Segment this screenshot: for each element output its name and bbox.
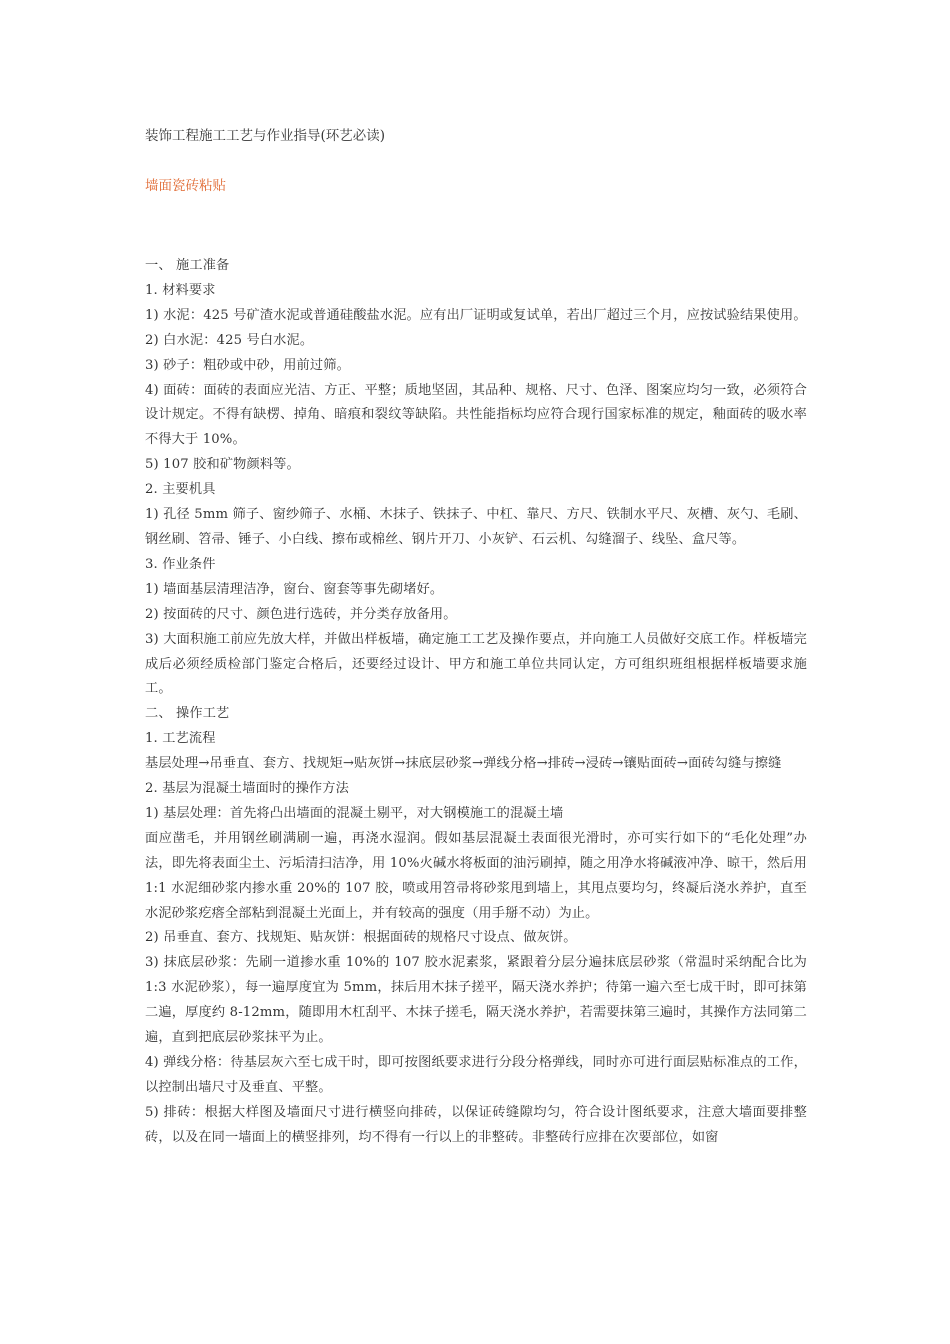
- paragraph: 3) 抹底层砂浆：先刷一道掺水重 10%的 107 胶水泥素浆，紧跟着分层分遍抹底层砂浆（常温时采纳配合比为 1:3 水泥砂浆），每一遍厚度宜为 5mm，抹后用木抹子搓平，隔天浇水养护；待第一遍六至七成干时，即可抹第二遍，厚度约 8-12mm，随即用木杠刮平、木抹子搓毛，隔天浇水养护，若需要抹第三遍时，其操作方法同第二遍，直到把底层砂浆抹平为止。: [145, 955, 807, 1046]
- paragraph: 2. 基层为混凝土墙面时的操作方法: [145, 781, 349, 797]
- paragraph: 二、 操作工艺: [145, 706, 230, 722]
- paragraph: 2) 吊垂直、套方、找规矩、贴灰饼：根据面砖的规格尺寸设点、做灰饼。: [145, 930, 577, 946]
- paragraph: 面应凿毛，并用钢丝刷满刷一遍，再浇水湿润。假如基层混凝土表面很光滑时，亦可实行如下的“毛化处理”办法，即先将表面尘土、污垢清扫洁净，用 10%火碱水将板面的油污刷掉，随之用净水将碱液冲净、晾干，然后用 1:1 水泥细砂浆内掺水重 20%的 107 胶，喷或用笤帚将砂浆甩到墙上，其甩点要均匀，终凝后浇水养护，直至水泥砂浆疙瘩全部粘到混凝土光面上，并有较高的强度（用手掰不动）为止。: [145, 830, 807, 921]
- paragraph: 1) 基层处理：首先将凸出墙面的混凝土剔平，对大钢模施工的混凝土墙: [145, 805, 564, 821]
- paragraph: 4) 面砖：面砖的表面应光洁、方正、平整；质地坚固，其品种、规格、尺寸、色泽、图案应均匀一致，必须符合设计规定。不得有缺楞、掉角、暗痕和裂纹等缺陷。共性能指标均应符合现行国家标准的规定，釉面砖的吸水率不得大于 10%。: [145, 382, 807, 448]
- document-title: 装饰工程施工工艺与作业指导(环艺必读): [145, 128, 386, 144]
- document-body: [145, 254, 807, 1151]
- paragraph: 2. 主要机具: [145, 482, 216, 498]
- paragraph: 1. 材料要求: [145, 282, 216, 298]
- paragraph: 1. 工艺流程: [145, 731, 216, 747]
- paragraph: 3. 作业条件: [145, 556, 216, 572]
- paragraph: 1) 水泥：425 号矿渣水泥或普通硅酸盐水泥。应有出厂证明或复试单，若出厂超过三个月，应按试验结果使用。: [145, 307, 807, 323]
- paragraph: 2) 按面砖的尺寸、颜色进行选砖，并分类存放备用。: [145, 606, 457, 622]
- paragraph: 1) 墙面基层清理洁净，窗台、窗套等事先砌堵好。: [145, 581, 444, 597]
- document-page: [145, 126, 807, 1151]
- paragraph: 2) 白水泥：425 号白水泥。: [145, 332, 314, 348]
- paragraph: 3) 砂子：粗砂或中砂，用前过筛。: [145, 357, 350, 373]
- paragraph: 5) 排砖：根据大样图及墙面尺寸进行横竖向排砖，以保证砖缝隙均匀，符合设计图纸要求，注意大墙面要排整砖，以及在同一墙面上的横竖排列，均不得有一行以上的非整砖。非整砖行应排在次要部位，如窗: [145, 1104, 807, 1145]
- paragraph: 5) 107 胶和矿物颜料等。: [145, 457, 300, 473]
- section-title: 墙面瓷砖粘贴: [145, 178, 226, 194]
- paragraph: 一、 施工准备: [145, 258, 230, 273]
- paragraph: 4) 弹线分格：待基层灰六至七成干时，即可按图纸要求进行分段分格弹线，同时亦可进行面层贴标准点的工作，以控制出墙尺寸及垂直、平整。: [145, 1055, 807, 1095]
- paragraph: 基层处理→吊垂直、套方、找规矩→贴灰饼→抹底层砂浆→弹线分格→排砖→浸砖→镶贴面砖→面砖勾缝与擦缝: [145, 756, 782, 772]
- paragraph: 3) 大面积施工前应先放大样，并做出样板墙，确定施工工艺及操作要点，并向施工人员做好交底工作。样板墙完成后必须经质检部门鉴定合格后，还要经过设计、甲方和施工单位共同认定，方可组织班组根据样板墙要求施工。: [145, 631, 807, 697]
- paragraph: 1) 孔径 5mm 筛子、窗纱筛子、水桶、木抹子、铁抹子、中杠、靠尺、方尺、铁制水平尺、灰槽、灰勺、毛刷、钢丝刷、笤帚、锤子、小白线、擦布或棉丝、钢片开刀、小灰铲、石云机、勾缝溜子、线坠、盒尺等。: [145, 507, 807, 547]
